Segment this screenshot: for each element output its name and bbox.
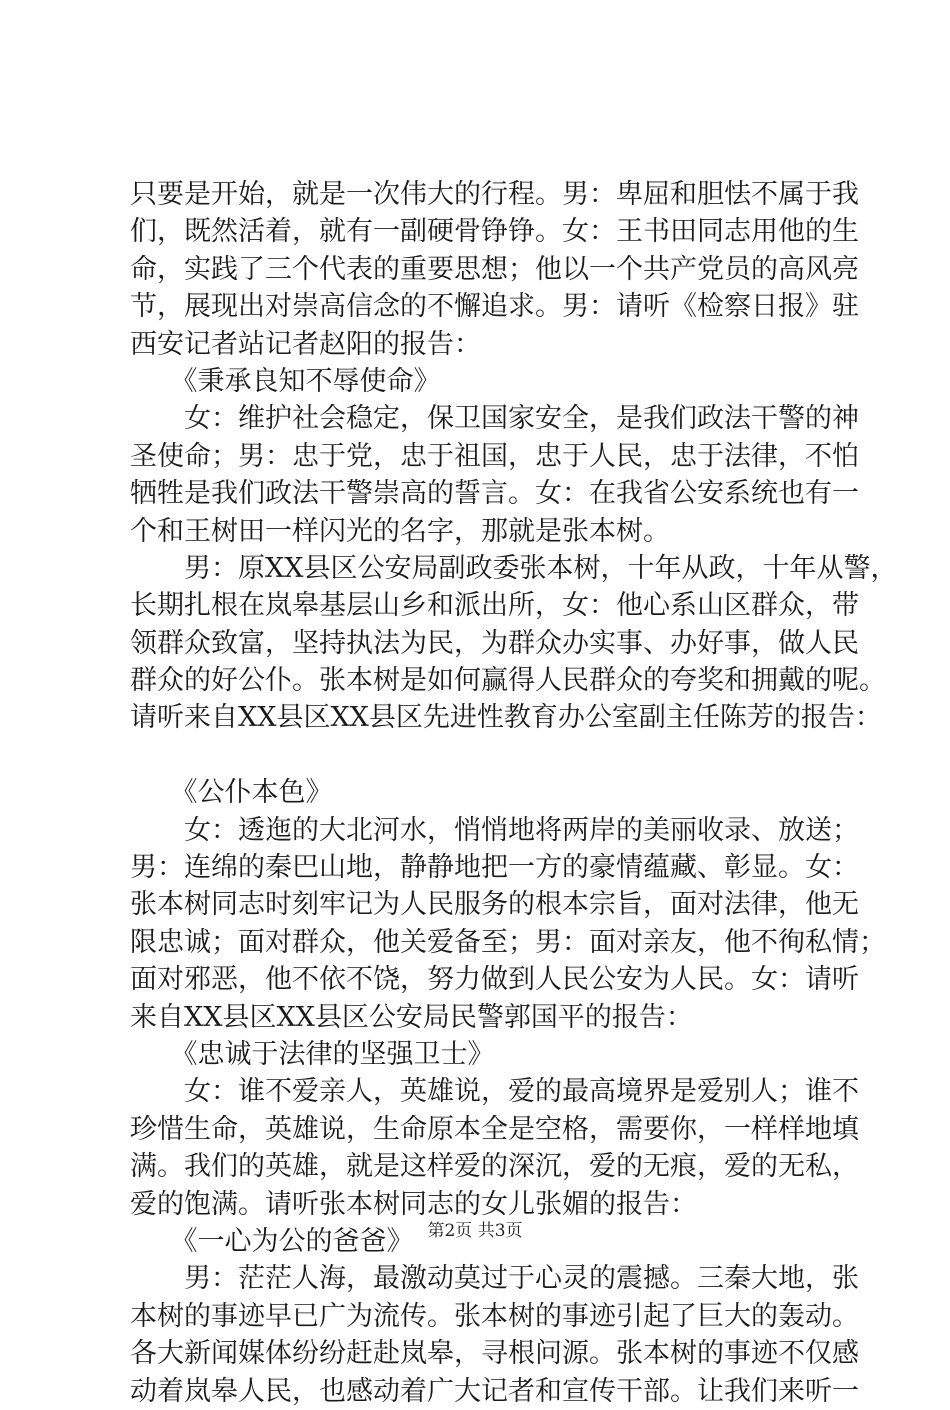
text-line: 西安记者站记者赵阳的报告： — [130, 328, 481, 360]
blank-line — [130, 737, 830, 774]
text-line: 们，既然活着，就有一副硬骨铮铮。女：王书田同志用他的生 — [130, 216, 859, 248]
text-line: 女：透迤的大北河水，悄悄地将两岸的美丽收录、放送； — [130, 814, 859, 846]
text-line: 牺牲是我们政法干警崇高的誓言。女：在我省公安系统也有一 — [130, 478, 859, 510]
text-line: 爱的饱满。请听张本树同志的女儿张媚的报告： — [130, 1188, 697, 1220]
text-line: 限忠诚；面对群众，他关爱备至；男：面对亲友，他不徇私情； — [130, 926, 886, 958]
text-line: 来自XX县区XX县区公安局民警郭国平的报告： — [130, 1001, 693, 1033]
text-line: 满。我们的英雄，就是这样爱的深沉，爱的无痕，爱的无私， — [130, 1151, 859, 1183]
section-title: 《忠诚于法律的坚强卫士》 — [130, 1038, 495, 1070]
text-line: 男：茫茫人海，最激动莫过于心灵的震撼。三秦大地，张 — [130, 1263, 859, 1295]
text-line: 张本树同志时刻牢记为人民服务的根本宗旨，面对法律，他无 — [130, 889, 859, 921]
text-line: 动着岚皋人民，也感动着广大记者和宣传干部。让我们来听一 — [130, 1375, 859, 1407]
page-footer — [0, 1216, 950, 1241]
text-line: 长期扎根在岚皋基层山乡和派出所，女：他心系山区群众，带 — [130, 590, 859, 622]
text-line: 个和王树田一样闪光的名字，那就是张本树。 — [130, 515, 670, 547]
text-line: 圣使命；男：忠于党，忠于祖国，忠于人民，忠于法律，不怕 — [130, 440, 859, 472]
section-title: 《秉承良知不辱使命》 — [130, 365, 441, 397]
section-title: 《公仆本色》 — [130, 777, 333, 809]
text-line: 各大新闻媒体纷纷赶赴岚皋，寻根问源。张本树的事迹不仅感 — [130, 1338, 859, 1370]
text-line: 男：连绵的秦巴山地，静静地把一方的豪情蕴藏、彰显。女： — [130, 852, 859, 884]
text-line: 群众的好公仆。张本树是如何赢得人民群众的夸奖和拥戴的呢。 — [130, 665, 886, 697]
page-number: 第2页 共3页 — [427, 1221, 523, 1241]
text-line: 只要是开始，就是一次伟大的行程。男：卑屈和胆怯不属于我 — [130, 179, 859, 210]
text-line: 女：谁不爱亲人，英雄说，爱的最高境界是爱别人；谁不 — [130, 1076, 859, 1108]
text-line: 领群众致富，坚持执法为民，为群众办实事、办好事，做人民 — [130, 627, 859, 659]
text-line: 节，展现出对崇高信念的不懈追求。男：请听《检察日报》驻 — [130, 291, 859, 323]
text-line: 面对邪恶，他不依不饶，努力做到人民公安为人民。女：请听 — [130, 964, 859, 996]
text-line: 命，实践了三个代表的重要思想；他以一个共产党员的高风亮 — [130, 253, 859, 285]
text-line: 珍惜生命，英雄说，生命原本全是空格，需要你，一样样地填 — [130, 1113, 859, 1145]
text-line: 女：维护社会稳定，保卫国家安全，是我们政法干警的神 — [130, 403, 859, 435]
text-line: 男：原XX县区公安局副政委张本树，十年从政，十年从警， — [130, 552, 898, 584]
text-line: 本树的事迹早已广为流传。张本树的事迹引起了巨大的轰动。 — [130, 1300, 859, 1332]
section-title: 《一心为公的爸爸》 — [130, 1225, 414, 1257]
text-line: 请听来自XX县区XX县区先进性教育办公室副主任陈芳的报告： — [130, 702, 882, 734]
